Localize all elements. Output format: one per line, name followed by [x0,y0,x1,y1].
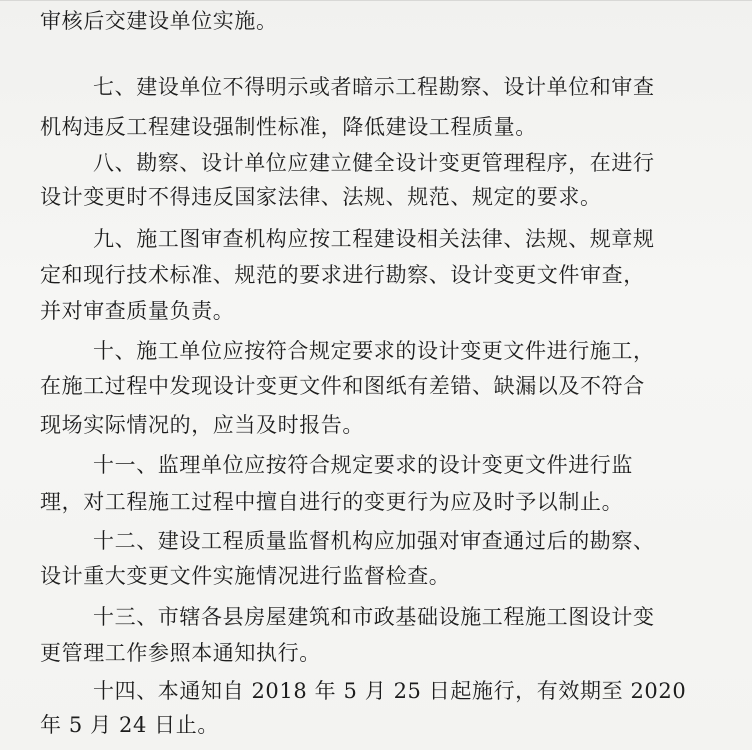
text-line-18: 十四、本通知自 2018 年 5 月 25 日起施行，有效期至 2020 [93,679,687,703]
text-line-19: 年 5 月 24 日止。 [40,713,219,737]
text-line-10: 在施工过程中发现设计变更文件和图纸有差错、缺漏以及不符合 [40,374,645,398]
text-line-9: 十、施工单位应按符合规定要求的设计变更文件进行施工， [93,339,655,363]
text-line-6: 九、施工图审查机构应按工程建设相关法律、法规、规章规 [93,227,655,251]
text-line-2: 七、建设单位不得明示或者暗示工程勘察、设计单位和审查 [93,75,655,99]
top-edge-divider [0,0,752,1]
text-line-13: 理，对工程施工过程中擅自进行的变更行为应及时予以制止。 [40,490,624,514]
text-line-15: 设计重大变更文件实施情况进行监督检查。 [40,564,451,588]
text-line-11: 现场实际情况的，应当及时报告。 [40,413,364,437]
text-line-12: 十一、监理单位应按符合规定要求的设计变更文件进行监 [93,453,633,477]
text-line-5: 设计变更时不得违反国家法律、法规、规范、规定的要求。 [40,185,602,209]
text-line-3: 机构违反工程建设强制性标准，降低建设工程质量。 [40,115,537,139]
text-line-17: 更管理工作参照本通知执行。 [40,641,321,665]
text-line-4: 八、勘察、设计单位应建立健全设计变更管理程序，在进行 [93,151,655,175]
text-line-16: 十三、市辖各县房屋建筑和市政基础设施工程施工图设计变 [93,605,655,629]
text-line-7: 定和现行技术标准、规范的要求进行勘察、设计变更文件审查， [40,263,645,287]
text-line-8: 并对审查质量负责。 [40,299,235,323]
text-line-1: 审核后交建设单位实施。 [40,9,278,33]
text-line-14: 十二、建设工程质量监督机构应加强对审查通过后的勘察、 [93,529,655,553]
